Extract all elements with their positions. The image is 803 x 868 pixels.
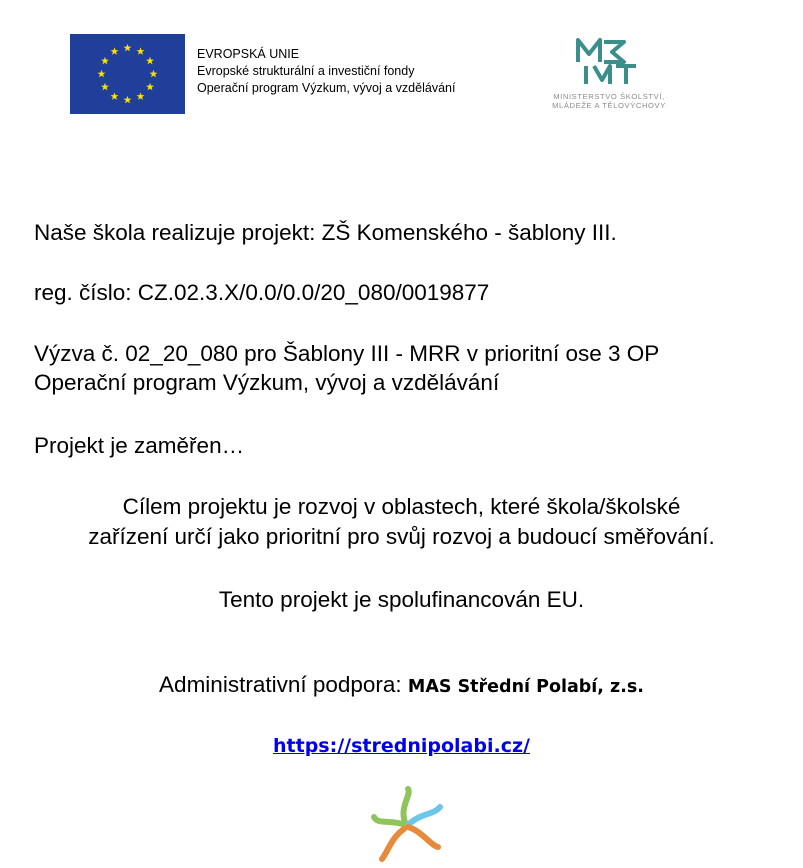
goal-line-1: Cílem projektu je rozvoj v oblastech, které škola/školské xyxy=(122,494,681,519)
call-line-1: Výzva č. 02_20_080 pro Šablony III - MRR v prioritní ose 3 OP xyxy=(34,341,660,366)
msmt-caption-line2: MLÁDEŽE A TĚLOVÝCHOVY xyxy=(552,101,666,110)
mas-flower-logo xyxy=(368,785,448,863)
registration-number: reg. číslo: CZ.02.3.X/0.0/0.0/20_080/0019877 xyxy=(34,280,490,305)
admin-support xyxy=(0,672,803,700)
eu-caption-line1: EVROPSKÁ UNIE xyxy=(197,47,300,61)
project-line: Naše škola realizuje projekt: ZŠ Komenského - šablony III. xyxy=(34,220,617,245)
website-link[interactable]: https://strednipolabi.cz/ xyxy=(273,735,530,757)
msmt-caption-line1: MINISTERSTVO ŠKOLSTVÍ, xyxy=(553,92,665,101)
admin-organization: MAS Střední Polabí, z.s. xyxy=(407,677,644,697)
eu-caption-line3: Operační program Výzkum, vývoj a vzdělávání xyxy=(197,81,456,95)
link-row xyxy=(0,732,803,759)
admin-label: Administrativní podpora: xyxy=(159,672,408,697)
msmt-monogram-icon xyxy=(572,36,642,86)
call-line-2: Operační program Výzkum, vývoj a vzdělávání xyxy=(34,370,500,395)
msmt-logo xyxy=(534,36,684,114)
eu-caption xyxy=(197,46,455,97)
eu-flag-logo xyxy=(70,34,185,114)
eu-caption-line2: Evropské strukturální a investiční fondy xyxy=(197,64,415,78)
funding-line: Tento projekt je spolufinancován EU. xyxy=(218,587,585,612)
focus-line: Projekt je zaměřen… xyxy=(34,433,245,458)
goal-line-2: zařízení určí jako prioritní pro svůj rozvoj a budoucí směřování. xyxy=(88,524,715,549)
